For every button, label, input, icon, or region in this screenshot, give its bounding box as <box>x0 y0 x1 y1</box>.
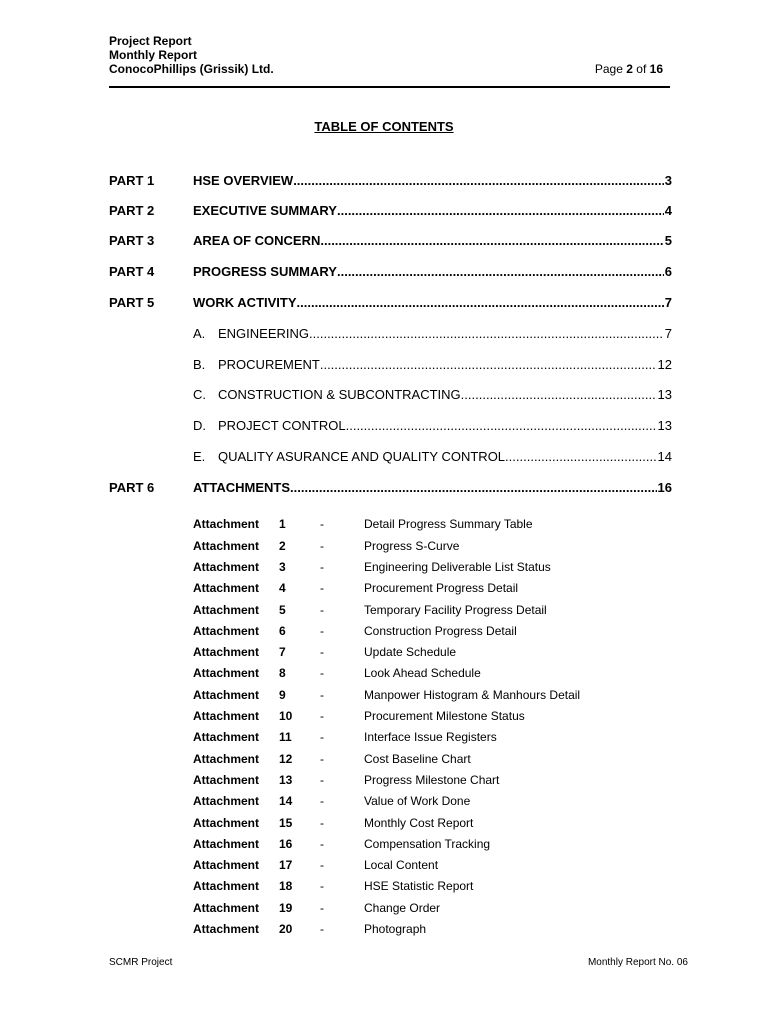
part-label: PART 1 <box>109 173 155 188</box>
toc-sub-project-control[interactable] <box>193 418 672 434</box>
attachment-number: 15 <box>279 816 293 830</box>
attachment-dash: - <box>320 603 324 617</box>
sub-title: PROJECT CONTROL <box>218 418 346 433</box>
header-company: ConocoPhillips (Grissik) Ltd. <box>109 62 274 76</box>
attachment-number: 11 <box>279 730 292 744</box>
dot-leader <box>461 387 657 402</box>
attachment-dash: - <box>320 645 324 659</box>
attachment-dash: - <box>320 879 324 893</box>
part-page: 4 <box>664 203 672 218</box>
attachment-number: 19 <box>279 901 293 915</box>
sub-letter: D. <box>193 418 206 433</box>
dot-leader <box>346 418 657 433</box>
attachment-word: Attachment <box>193 794 260 808</box>
attachment-dash: - <box>320 901 324 915</box>
attachment-dash: - <box>320 560 324 574</box>
attachment-description: Compensation Tracking <box>364 837 491 851</box>
page-of: of <box>636 62 647 76</box>
part-page: 7 <box>664 295 672 310</box>
attachment-number: 18 <box>279 879 293 893</box>
sub-page: 12 <box>657 357 672 372</box>
attachment-number: 5 <box>279 603 286 617</box>
attachment-word: Attachment <box>193 922 260 936</box>
attachment-dash: - <box>320 773 324 787</box>
attachment-description: Procurement Milestone Status <box>364 709 525 723</box>
page-indicator <box>595 62 663 76</box>
attachment-dash: - <box>320 666 324 680</box>
attachment-dash: - <box>320 539 324 553</box>
attachment-word: Attachment <box>193 837 260 851</box>
sub-page: 13 <box>657 387 672 402</box>
attachment-word: Attachment <box>193 581 260 595</box>
attachment-word: Attachment <box>193 560 260 574</box>
attachment-number: 12 <box>279 752 293 766</box>
attachment-description: Local Content <box>364 858 439 872</box>
sub-page: 7 <box>664 326 672 341</box>
attachment-word: Attachment <box>193 688 260 702</box>
toc-sub-construction[interactable] <box>193 387 672 403</box>
part-title: AREA OF CONCERN <box>193 233 321 248</box>
toc-title: TABLE OF CONTENTS <box>314 119 454 134</box>
attachment-dash: - <box>320 709 324 723</box>
attachment-number: 3 <box>279 560 286 574</box>
attachment-description: Detail Progress Summary Table <box>364 517 533 531</box>
attachment-number: 17 <box>279 858 293 872</box>
attachment-dash: - <box>320 794 324 808</box>
page-prefix: Page <box>594 62 623 76</box>
attachment-word: Attachment <box>193 645 260 659</box>
page-current: 2 <box>626 62 633 76</box>
part-label: PART 3 <box>109 233 155 248</box>
attachment-number: 10 <box>279 709 293 723</box>
attachment-word: Attachment <box>193 752 260 766</box>
toc-sub-procurement[interactable] <box>193 357 672 373</box>
attachment-description: Photograph <box>364 922 427 936</box>
footer-report-number: Monthly Report No. 06 <box>587 957 688 968</box>
sub-letter: A. <box>193 326 206 341</box>
part-label: PART 4 <box>109 264 155 279</box>
part-label: PART 6 <box>109 480 155 495</box>
attachment-description: Manpower Histogram & Manhours Detail <box>364 688 581 702</box>
attachment-dash: - <box>320 581 324 595</box>
toc-part-6[interactable] <box>109 480 672 496</box>
attachment-word: Attachment <box>193 858 260 872</box>
attachment-word: Attachment <box>193 773 260 787</box>
dot-leader <box>297 295 664 310</box>
part-page: 16 <box>657 480 672 495</box>
attachment-number: 16 <box>279 837 293 851</box>
attachment-number: 7 <box>279 645 286 659</box>
attachment-dash: - <box>320 624 324 638</box>
toc-part-3[interactable] <box>109 233 672 249</box>
header-project-report: Project Report <box>109 34 192 48</box>
sub-letter: B. <box>193 357 206 372</box>
attachment-description: Change Order <box>364 901 441 915</box>
attachment-description: Update Schedule <box>364 645 457 659</box>
dot-leader <box>290 480 657 495</box>
attachment-description: Procurement Progress Detail <box>364 581 519 595</box>
part-title: ATTACHMENTS <box>193 480 291 495</box>
toc-part-4[interactable] <box>109 264 672 280</box>
attachment-number: 20 <box>279 922 293 936</box>
part-page: 3 <box>664 173 672 188</box>
attachment-number: 1 <box>279 517 286 531</box>
attachment-number: 13 <box>279 773 293 787</box>
sub-title: PROCUREMENT <box>218 357 320 372</box>
part-page: 5 <box>664 233 672 248</box>
header-divider <box>109 86 670 88</box>
part-title: EXECUTIVE SUMMARY <box>193 203 337 218</box>
attachment-word: Attachment <box>193 603 260 617</box>
attachment-dash: - <box>320 752 324 766</box>
dot-leader <box>320 233 663 248</box>
page-total: 16 <box>649 62 663 76</box>
part-page: 6 <box>664 264 672 279</box>
part-label: PART 5 <box>109 295 155 310</box>
sub-title: QUALITY ASURANCE AND QUALITY CONTROL <box>218 449 506 464</box>
attachment-description: Monthly Cost Report <box>364 816 474 830</box>
part-title: WORK ACTIVITY <box>193 295 297 310</box>
attachment-word: Attachment <box>193 816 260 830</box>
attachment-dash: - <box>320 858 324 872</box>
sub-title: CONSTRUCTION & SUBCONTRACTING <box>218 387 461 402</box>
attachment-description: Engineering Deliverable List Status <box>364 560 551 574</box>
header-monthly-report: Monthly Report <box>109 48 197 62</box>
attachment-word: Attachment <box>193 709 260 723</box>
attachment-description: Progress S-Curve <box>364 539 460 553</box>
dot-leader <box>505 449 656 464</box>
attachment-number: 2 <box>279 539 286 553</box>
toc-part-1[interactable] <box>109 173 672 189</box>
attachment-number: 4 <box>279 581 286 595</box>
attachment-dash: - <box>320 837 324 851</box>
attachment-word: Attachment <box>193 517 260 531</box>
dot-leader <box>320 357 657 372</box>
attachment-dash: - <box>320 688 324 702</box>
attachment-dash: - <box>320 730 324 744</box>
footer-project-name: SCMR Project <box>109 957 173 968</box>
attachment-description: Value of Work Done <box>364 794 471 808</box>
part-title: HSE OVERVIEW <box>193 173 294 188</box>
sub-page: 14 <box>657 449 672 464</box>
dot-leader <box>337 203 664 218</box>
toc-part-2[interactable] <box>109 203 672 219</box>
attachment-number: 8 <box>279 666 286 680</box>
attachment-description: Look Ahead Schedule <box>364 666 481 680</box>
attachment-description: Construction Progress Detail <box>364 624 517 638</box>
attachment-description: Temporary Facility Progress Detail <box>364 603 547 617</box>
attachment-number: 9 <box>279 688 286 702</box>
sub-title: ENGINEERING <box>218 326 310 341</box>
dot-leader <box>293 173 664 188</box>
sub-letter: E. <box>193 449 206 464</box>
attachment-dash: - <box>320 517 324 531</box>
attachment-description: Cost Baseline Chart <box>364 752 471 766</box>
attachment-word: Attachment <box>193 539 260 553</box>
sub-page: 13 <box>657 418 672 433</box>
attachment-dash: - <box>320 922 324 936</box>
dot-leader <box>337 264 664 279</box>
attachment-number: 6 <box>279 624 286 638</box>
sub-letter: C. <box>193 387 206 402</box>
attachment-description: Interface Issue Registers <box>364 730 497 744</box>
dot-leader <box>309 326 664 341</box>
attachment-word: Attachment <box>193 879 260 893</box>
attachment-number: 14 <box>279 794 293 808</box>
toc-part-5[interactable] <box>109 295 672 311</box>
attachment-dash: - <box>320 816 324 830</box>
attachment-word: Attachment <box>193 624 260 638</box>
attachment-description: HSE Statistic Report <box>364 879 474 893</box>
part-title: PROGRESS SUMMARY <box>193 264 337 279</box>
toc-sub-qa-qc[interactable] <box>193 449 672 465</box>
part-label: PART 2 <box>109 203 155 218</box>
toc-sub-engineering[interactable] <box>193 326 672 342</box>
attachment-word: Attachment <box>193 730 260 744</box>
attachment-description: Progress Milestone Chart <box>364 773 500 787</box>
attachment-word: Attachment <box>193 666 260 680</box>
attachment-word: Attachment <box>193 901 260 915</box>
